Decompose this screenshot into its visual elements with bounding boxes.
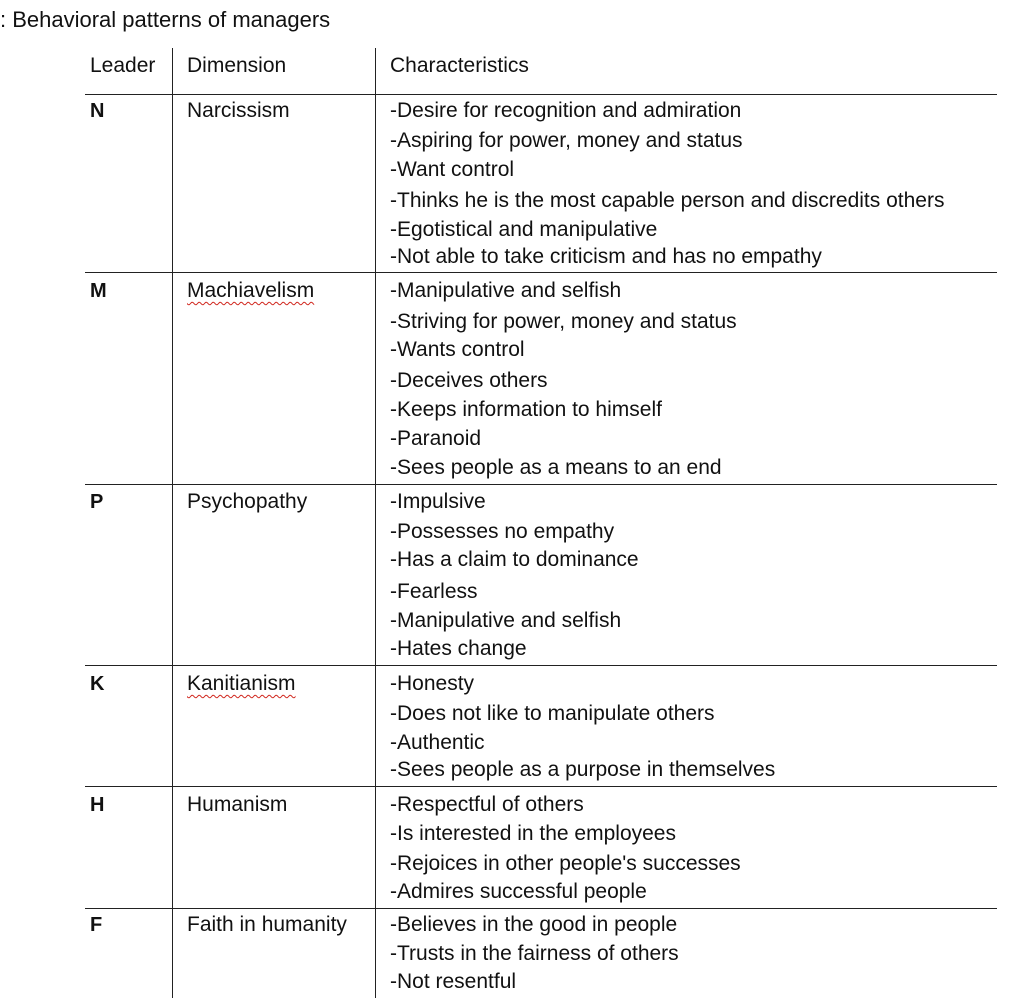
- dimension-label: Humanism: [187, 793, 288, 816]
- characteristic-item: -Possesses no empathy: [390, 520, 615, 543]
- leader-code: K: [90, 673, 105, 695]
- characteristic-item: -Hates change: [390, 637, 527, 660]
- table-caption: : Behavioral patterns of managers: [0, 7, 331, 32]
- characteristic-item: -Trusts in the fairness of others: [390, 942, 679, 965]
- row-rule: [85, 665, 997, 666]
- dimension-label: Psychopathy: [187, 490, 308, 513]
- characteristic-item: -Thinks he is the most capable person and discredits others: [390, 189, 945, 212]
- characteristic-item: -Is interested in the employees: [390, 822, 676, 845]
- characteristic-item: -Sees people as a purpose in themselves: [390, 758, 776, 781]
- row-rule: [85, 908, 997, 909]
- dimension-label: Kanitianism: [187, 672, 296, 695]
- characteristic-item: -Authentic: [390, 731, 485, 754]
- characteristic-item: -Aspiring for power, money and status: [390, 129, 743, 152]
- column-divider-leader: [172, 48, 173, 998]
- characteristic-item: -Admires successful people: [390, 880, 647, 903]
- characteristic-item: -Not resentful: [390, 970, 517, 993]
- dimension-label: Faith in humanity: [187, 913, 347, 936]
- characteristic-item: -Striving for power, money and status: [390, 310, 737, 333]
- column-divider-dimension: [375, 48, 376, 998]
- characteristic-item: -Respectful of others: [390, 793, 584, 816]
- header-characteristics: Characteristics: [390, 54, 529, 77]
- header-dimension: Dimension: [187, 54, 287, 77]
- characteristic-item: -Desire for recognition and admiration: [390, 99, 742, 122]
- characteristic-item: -Wants control: [390, 338, 525, 361]
- characteristic-item: -Fearless: [390, 580, 478, 603]
- characteristic-item: -Want control: [390, 158, 515, 181]
- leader-code: H: [90, 794, 105, 816]
- characteristic-item: -Egotistical and manipulative: [390, 218, 658, 241]
- header-leader: Leader: [90, 54, 156, 77]
- row-rule: [85, 484, 997, 485]
- characteristic-item: -Believes in the good in people: [390, 913, 678, 936]
- leader-code: N: [90, 100, 105, 122]
- characteristic-item: -Deceives others: [390, 369, 548, 392]
- leader-code: P: [90, 491, 104, 513]
- characteristic-item: -Manipulative and selfish: [390, 609, 622, 632]
- header-rule: [85, 94, 997, 95]
- characteristic-item: -Paranoid: [390, 427, 482, 450]
- leader-code: M: [90, 280, 107, 302]
- characteristic-item: -Manipulative and selfish: [390, 279, 622, 302]
- characteristic-item: -Honesty: [390, 672, 475, 695]
- characteristic-item: -Sees people as a means to an end: [390, 456, 722, 479]
- characteristic-item: -Does not like to manipulate others: [390, 702, 715, 725]
- leader-code: F: [90, 914, 103, 936]
- dimension-label: Narcissism: [187, 99, 290, 122]
- row-rule: [85, 272, 997, 273]
- characteristic-item: -Impulsive: [390, 490, 486, 513]
- characteristic-item: -Has a claim to dominance: [390, 548, 639, 571]
- characteristic-item: -Rejoices in other people's successes: [390, 852, 741, 875]
- characteristic-item: -Not able to take criticism and has no empathy: [390, 245, 822, 268]
- row-rule: [85, 786, 997, 787]
- characteristic-item: -Keeps information to himself: [390, 398, 662, 421]
- dimension-label: Machiavelism: [187, 279, 315, 302]
